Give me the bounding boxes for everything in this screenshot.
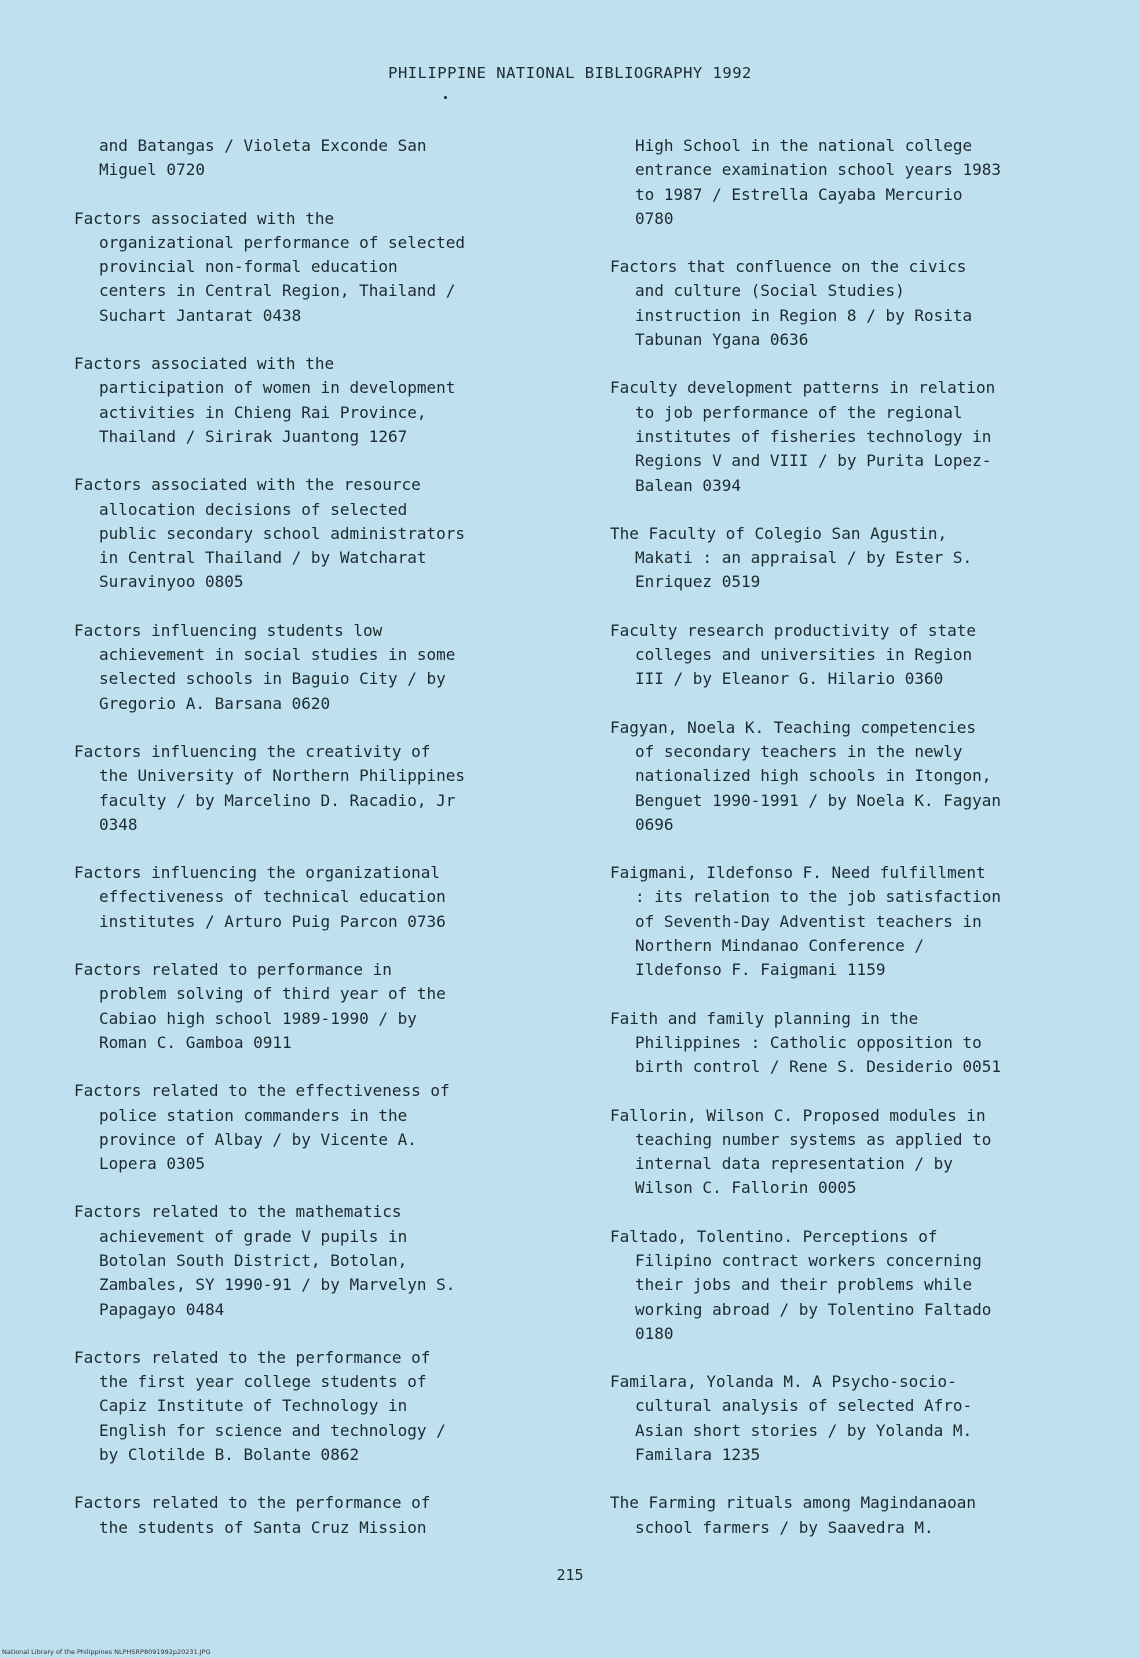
bib-entry: Factors associated with the organizational performance of selected provincial non-formal education centers in Central Region, Thailand / Suchart Jantarat 0438 <box>74 208 466 325</box>
bib-entry: Factors related to the mathematics achievement of grade V pupils in Botolan South District, Botolan, Zambales, SY 1990-91 / by Marvelyn S. Papagayo 0484 <box>74 1202 456 1319</box>
bib-entry: Factors associated with the participation of women in development activities in Chieng Rai Province, Thailand / Sirirak Juantong 1267 <box>74 354 456 446</box>
bib-entry: Familara, Yolanda M. A Psycho-socio- cultural analysis of selected Afro- Asian short stories / by Yolanda M. Familara 1235 <box>610 1372 973 1465</box>
bib-entry: Factors related to performance in problem solving of third year of the Cabiao high school 1989-1990 / by Roman C. Gamboa 0911 <box>74 960 446 1052</box>
bib-entry: Factors related to the performance of the first year college students of Capiz Institute of Technology in English for science and technology / by Clotilde B. Bolante 0862 <box>74 1347 446 1465</box>
header-dot <box>444 96 447 99</box>
bib-entry: Faculty research productivity of state colleges and universities in Region III / by Eleanor G. Hilario 0360 <box>610 620 977 689</box>
page-number: 215 <box>556 1566 584 1584</box>
bib-entry: The Faculty of Colegio San Agustin, Makati : an appraisal / by Ester S. Enriquez 0519 <box>610 523 973 592</box>
bib-entry: Factors influencing the creativity of the University of Northern Philippines faculty / by Marcelino D. Racadio, Jr 0348 <box>74 741 466 834</box>
bib-entry: Fallorin, Wilson C. Proposed modules in teaching number systems as applied to internal data representation / by Wilson C. Fallorin 0005 <box>610 1105 992 1198</box>
bib-entry: Factors that confluence on the civics and culture (Social Studies) instruction in Region 8 / by Rosita Tabunan Ygana 0636 <box>610 257 973 350</box>
bib-entry: Faltado, Tolentino. Perceptions of Filipino contract workers concerning their jobs and their problems while working abroad / by Tolentino Faltado 0180 <box>610 1226 992 1343</box>
bib-entry: Factors influencing students low achievement in social studies in some selected schools in Baguio City / by Gregorio A. Barsana 0620 <box>74 620 456 713</box>
running-header: PHILIPPINE NATIONAL BIBLIOGRAPHY 1992 <box>388 64 752 82</box>
bib-entry: The Farming rituals among Magindanaoan school farmers / by Saavedra M. <box>610 1493 977 1537</box>
bib-entry: and Batangas / Violeta Exconde San Miguel 0720 <box>99 136 427 180</box>
bib-entry: Fagyan, Noela K. Teaching competencies of secondary teachers in the newly nationalized high schools in Itongon, Benguet 1990-1991 / by Noela K. Fagyan 0696 <box>610 717 1002 834</box>
bib-entry: High School in the national college entrance examination school years 1983 to 1987 / Estrella Cayaba Mercurio 0780 <box>635 136 1002 228</box>
bib-entry: Faigmani, Ildefonso F. Need fulfillment : its relation to the job satisfaction of Seventh-Day Adventist teachers in Northern Mindanao Conference / Ildefonso F. Faigmani 1159 <box>610 863 1002 980</box>
bib-entry: Factors related to the performance of the students of Santa Cruz Mission <box>74 1493 431 1537</box>
bib-entry: Faith and family planning in the Philippines : Catholic opposition to birth control / Rene S. Desiderio 0051 <box>610 1008 1002 1077</box>
bib-entry: Factors influencing the organizational effectiveness of technical education institutes / Arturo Puig Parcon 0736 <box>74 863 446 931</box>
scan-footer: National Library of the Philippines NLPHSRP8091992p20231.JPG <box>2 1648 211 1656</box>
bib-entry: Factors related to the effectiveness of police station commanders in the province of Albay / by Vicente A. Lopera 0305 <box>74 1081 450 1174</box>
bib-entry: Factors associated with the resource allocation decisions of selected public secondary school administrators in Central Thailand / by Watcharat Suravinyoo 0805 <box>74 475 466 592</box>
bib-entry: Faculty development patterns in relation to job performance of the regional institutes of fisheries technology in Regions V and VIII / by Purita Lopez- Balean 0394 <box>610 378 996 495</box>
right-column <box>610 134 1100 1564</box>
left-column <box>74 134 564 1564</box>
